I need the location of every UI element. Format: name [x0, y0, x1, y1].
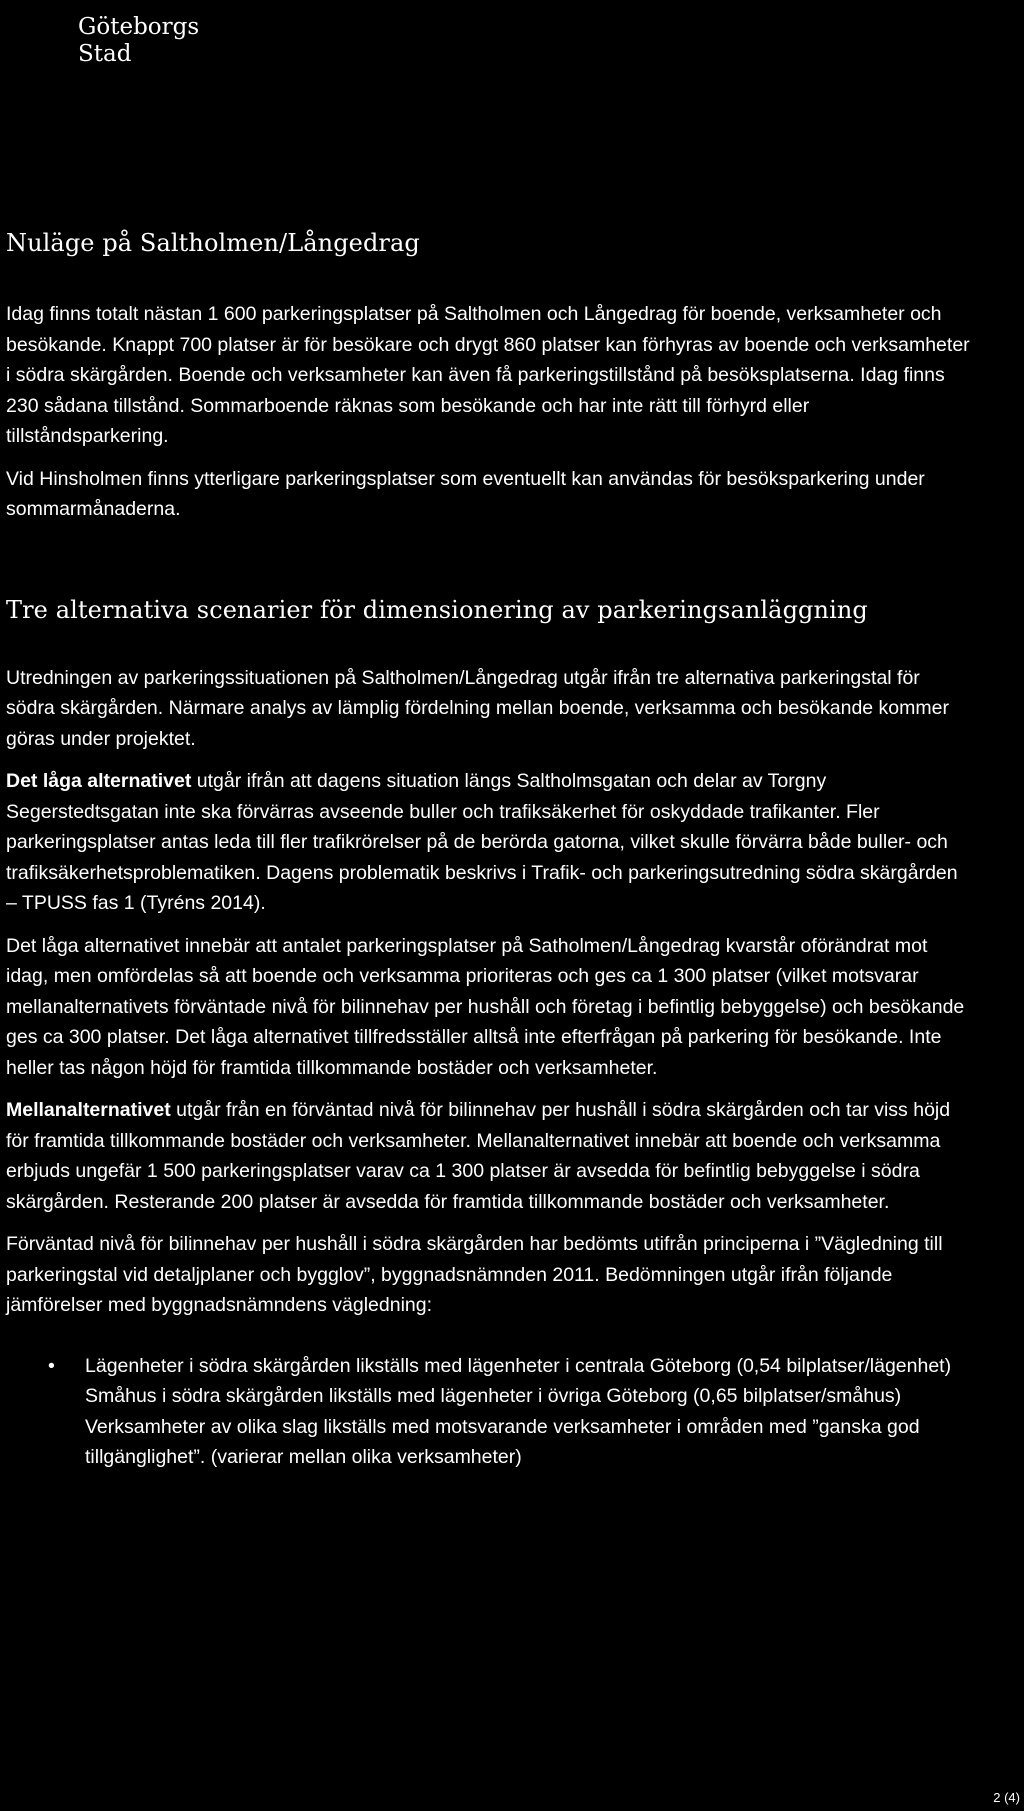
low-alternative-paragraph: [6, 766, 970, 919]
low-alternative-text: utgår ifrån att dagens situation längs Saltholmsgatan och delar av Torgny Segerstedtsgatan inte ska förvärras avseende buller och trafiksäkerhet för oskyddade trafikanter. Fler parkeringsplatser antas leda till fler trafikrörelser på de berörda gatorna, vilket skulle förvärra både buller- och trafiksäkerhetsproblematiken. Dagens problematik beskrivs i Trafik- och parkeringsutredning södra skärgården – TPUSS fas 1 (Tyréns 2014).: [6, 770, 958, 914]
bullet-icon: •: [48, 1354, 55, 1377]
low-alternative-detail-paragraph: Det låga alternativet innebär att antalet parkeringsplatser på Satholmen/Långedrag kvarstår oförändrat mot idag, men omfördelas så att boende och verksamma prioriteras och ges ca 1 300 platser (vilket motsvarar mellanalternativets förväntade nivå för bilinnehav per hushåll och företag i befintlig bebyggelse) och besökande ges ca 300 platser. Det låga alternativet tillfredsställer alltså inte efterfrågan på parkering för besökande. Inte heller tas någon höjd för framtida tillkommande bostäder och verksamheter.: [6, 934, 965, 1079]
expected-level-paragraph: Förväntad nivå för bilinnehav per hushåll i södra skärgården har bedömts utifrån principerna i ”Vägledning till parkeringstal vid detaljplaner och bygglov”, byggnadsnämnden 2011. Bedömningen utgår ifrån följande jämförelser med byggnadsnämndens vägledning:: [6, 1233, 943, 1316]
mid-alternative-label: Mellanalternativet: [6, 1099, 171, 1121]
hinsholmen-paragraph: Vid Hinsholmen finns ytterligare parkeringsplatser som eventuellt kan användas för besöksparkering under sommarmånaderna.: [6, 467, 925, 520]
list-item-text: Småhus i södra skärgården likställs med lägenheter i övriga Göteborg (0,65 bilplatser/småhus): [85, 1385, 902, 1407]
list-item: [6, 1381, 970, 1412]
mid-alternative-text: utgår från en förväntad nivå för bilinnehav per hushåll i södra skärgården och tar viss höjd för framtida tillkommande bostäder och verksamheter. Mellanalternativet innebär att boende och verksamma erbjuds ungefär 1 500 parkeringsplatser varav ca 1 300 platser är avsedda för befintlig bebyggelse i södra skärgården. Resterande 200 platser är avsedda för framtida tillkommande bostäder och verksamheter.: [6, 1099, 951, 1213]
comparison-list: [6, 1351, 970, 1473]
document-body: [6, 228, 970, 1473]
section-heading-current-situation: Nuläge på Saltholmen/Långedrag: [6, 229, 420, 257]
logo-line-1: Göteborgs: [78, 14, 200, 40]
list-item: [6, 1412, 970, 1473]
list-item-text: Lägenheter i södra skärgården likställs med lägenheter i centrala Göteborg (0,54 bilplatser/lägenhet): [85, 1354, 952, 1377]
page-number: 2 (4): [993, 1790, 1020, 1805]
list-item-text: Verksamheter av olika slag likställs med motsvarande verksamheter i områden med ”ganska god tillgänglighet”. (varierar mellan olika verksamheter): [85, 1415, 920, 1468]
current-situation-paragraph: Idag finns totalt nästan 1 600 parkeringsplatser på Saltholmen och Långedrag för boende, verksamheter och besökande. Knappt 700 platser är för besökare och drygt 860 platser kan förhyras av boende och verksamheter i södra skärgården. Boende och verksamheter kan även få parkeringstillstånd på besöksplatserna. Idag finns 230 sådana tillstånd. Sommarboende räknas som besökande och har inte rätt till förhyrd eller tillståndsparkering.: [6, 303, 970, 447]
scenarios-intro-paragraph: Utredningen av parkeringssituationen på Saltholmen/Långedrag utgår ifrån tre alternativa parkeringstal för södra skärgården. Närmare analys av lämplig fördelning mellan boende, verksamma och besökande kommer göras under projektet.: [6, 666, 949, 750]
logo-line-2: Stad: [78, 41, 132, 67]
city-logo: [78, 14, 199, 68]
list-item: [6, 1351, 970, 1382]
mid-alternative-paragraph: [6, 1095, 970, 1217]
section-heading-scenarios: Tre alternativa scenarier för dimensionering av parkeringsanläggning: [6, 595, 868, 624]
low-alternative-label: Det låga alternativet: [6, 770, 192, 792]
